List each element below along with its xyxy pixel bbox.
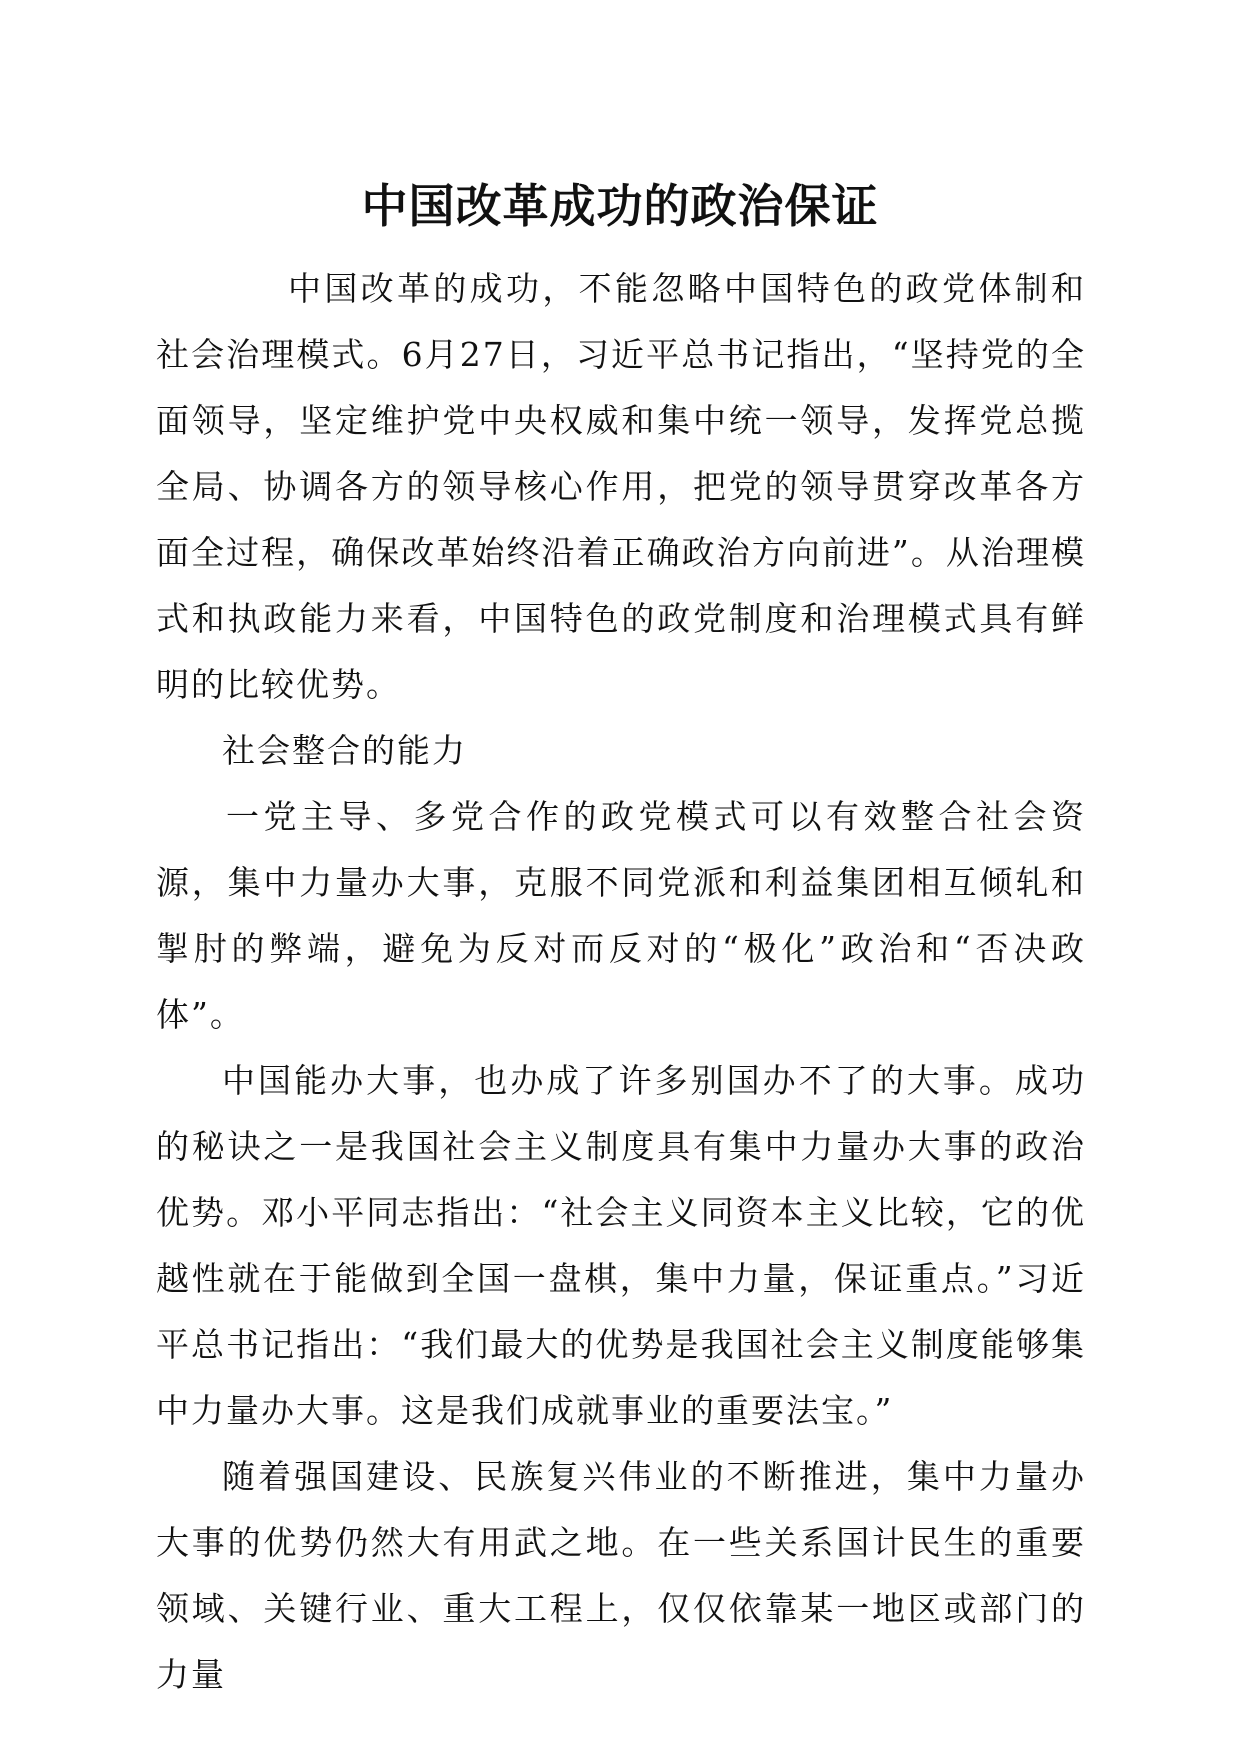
document-title: 中国改革成功的政治保证 [361,179,879,233]
paragraph-rejuvenation: 随着强国建设、民族复兴伟业的不断推进，集中力量办大事的优势仍然大有用武之地。在一些关系国计民生的重要领域、关键行业、重大工程上，仅仅依靠某一地区或部门的力量 [156,1457,1086,1694]
paragraph-integration: 一党主导、多党合作的政党模式可以有效整合社会资源，集中力量办大事，克服不同党派和利益集团相互倾轧和掣肘的弊端，避免为反对而反对的“极化”政治和“否决政体”。 [156,797,1086,1034]
section-heading: 社会整合的能力 [222,731,467,770]
paragraph-big-things: 中国能办大事，也办成了许多别国办不了的大事。成功的秘诀之一是我国社会主义制度具有集中力量办大事的政治优势。邓小平同志指出：“社会主义同资本主义比较，它的优越性就在于能做到全国一盘棋，集中力量，保证重点。”习近平总书记指出：“我们最大的优势是我国社会主义制度能够集中力量办大事。这是我们成就事业的重要法宝。” [156,1061,1086,1430]
document-body [156,256,1086,1708]
paragraph-intro: 中国改革的成功，不能忽略中国特色的政党体制和社会治理模式。6月27日，习近平总书记指出，“坚持党的全面领导，坚定维护党中央权威和集中统一领导，发挥党总揽全局、协调各方的领导核心作用，把党的领导贯穿改革各方面全过程，确保改革始终沿着正确政治方向前进”。从治理模式和执政能力来看，中国特色的政党制度和治理模式具有鲜明的比较优势。 [156,269,1086,704]
